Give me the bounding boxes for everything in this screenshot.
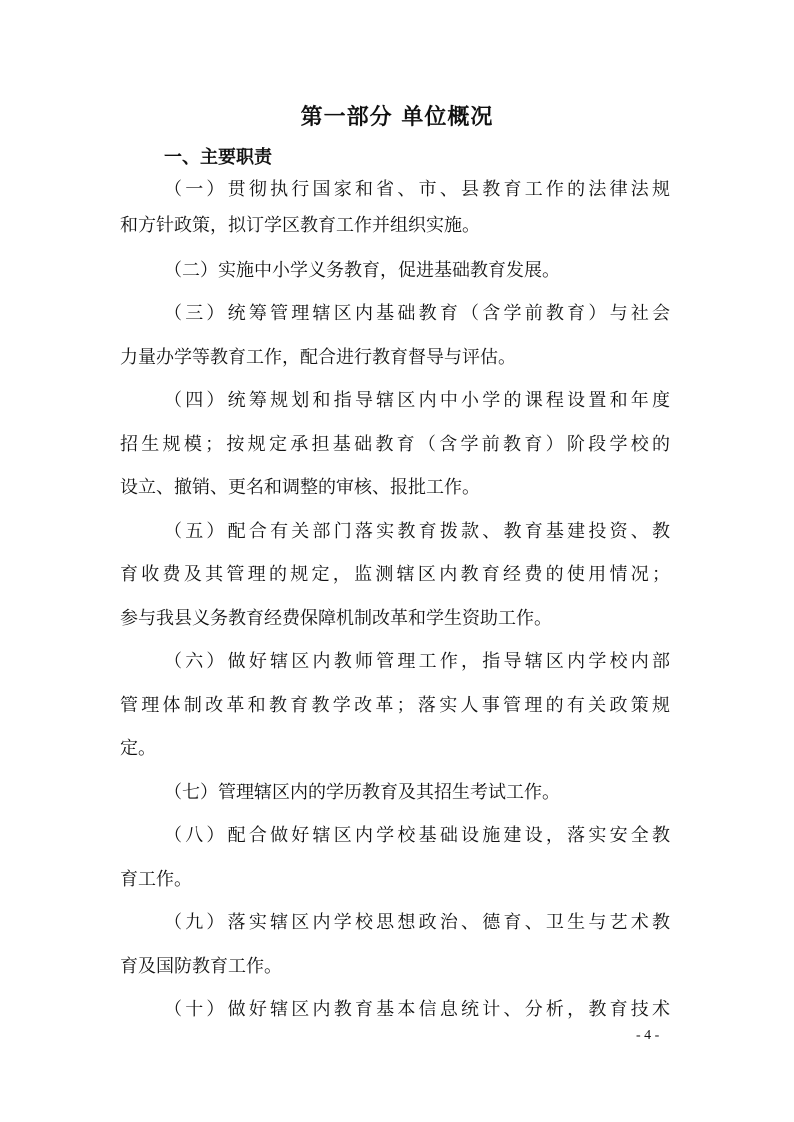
text-line: （九）落实辖区内学校思想政治、德育、卫生与艺术教	[164, 912, 670, 933]
text-line: （五）配合有关部门落实教育拨款、教育基建投资、教	[164, 521, 670, 542]
text-line: 和方针政策，拟订学区教育工作并组织实施。	[120, 215, 480, 236]
text-line: （六）做好辖区内教师管理工作，指导辖区内学校内部	[164, 651, 670, 672]
page-title: 第一部分 单位概况	[300, 105, 494, 130]
text-line: （三）统筹管理辖区内基础教育（含学前教育）与社会	[164, 303, 670, 324]
text-line: （二）实施中小学义务教育，促进基础教育发展。	[164, 260, 560, 281]
text-line: 设立、撤销、更名和调整的审核、报批工作。	[120, 477, 480, 498]
page-number: - 4 -	[636, 1028, 660, 1043]
text-line: （一）贯彻执行国家和省、市、县教育工作的法律法规	[164, 179, 670, 200]
text-line: 定。	[120, 738, 156, 759]
text-line: 育收费及其管理的规定，监测辖区内教育经费的使用情况；	[120, 564, 670, 585]
text-line: 管理体制改革和教育教学改革；落实人事管理的有关政策规	[120, 695, 670, 716]
section-heading: 一、主要职责	[164, 147, 272, 168]
text-line: 育工作。	[120, 869, 192, 890]
text-line: 育及国防教育工作。	[120, 956, 282, 977]
text-line: 招生规模；按规定承担基础教育（含学前教育）阶段学校的	[120, 434, 670, 455]
text-line: （十）做好辖区内教育基本信息统计、分析，教育技术	[164, 999, 670, 1020]
text-line: （七）管理辖区内的学历教育及其招生考试工作。	[164, 782, 560, 803]
text-line: 力量办学等教育工作，配合进行教育督导与评估。	[120, 347, 516, 368]
text-line: 参与我县义务教育经费保障机制改革和学生资助工作。	[120, 608, 552, 629]
text-line: （四）统筹规划和指导辖区内中小学的课程设置和年度	[164, 390, 670, 411]
text-line: （八）配合做好辖区内学校基础设施建设，落实安全教	[164, 825, 670, 846]
